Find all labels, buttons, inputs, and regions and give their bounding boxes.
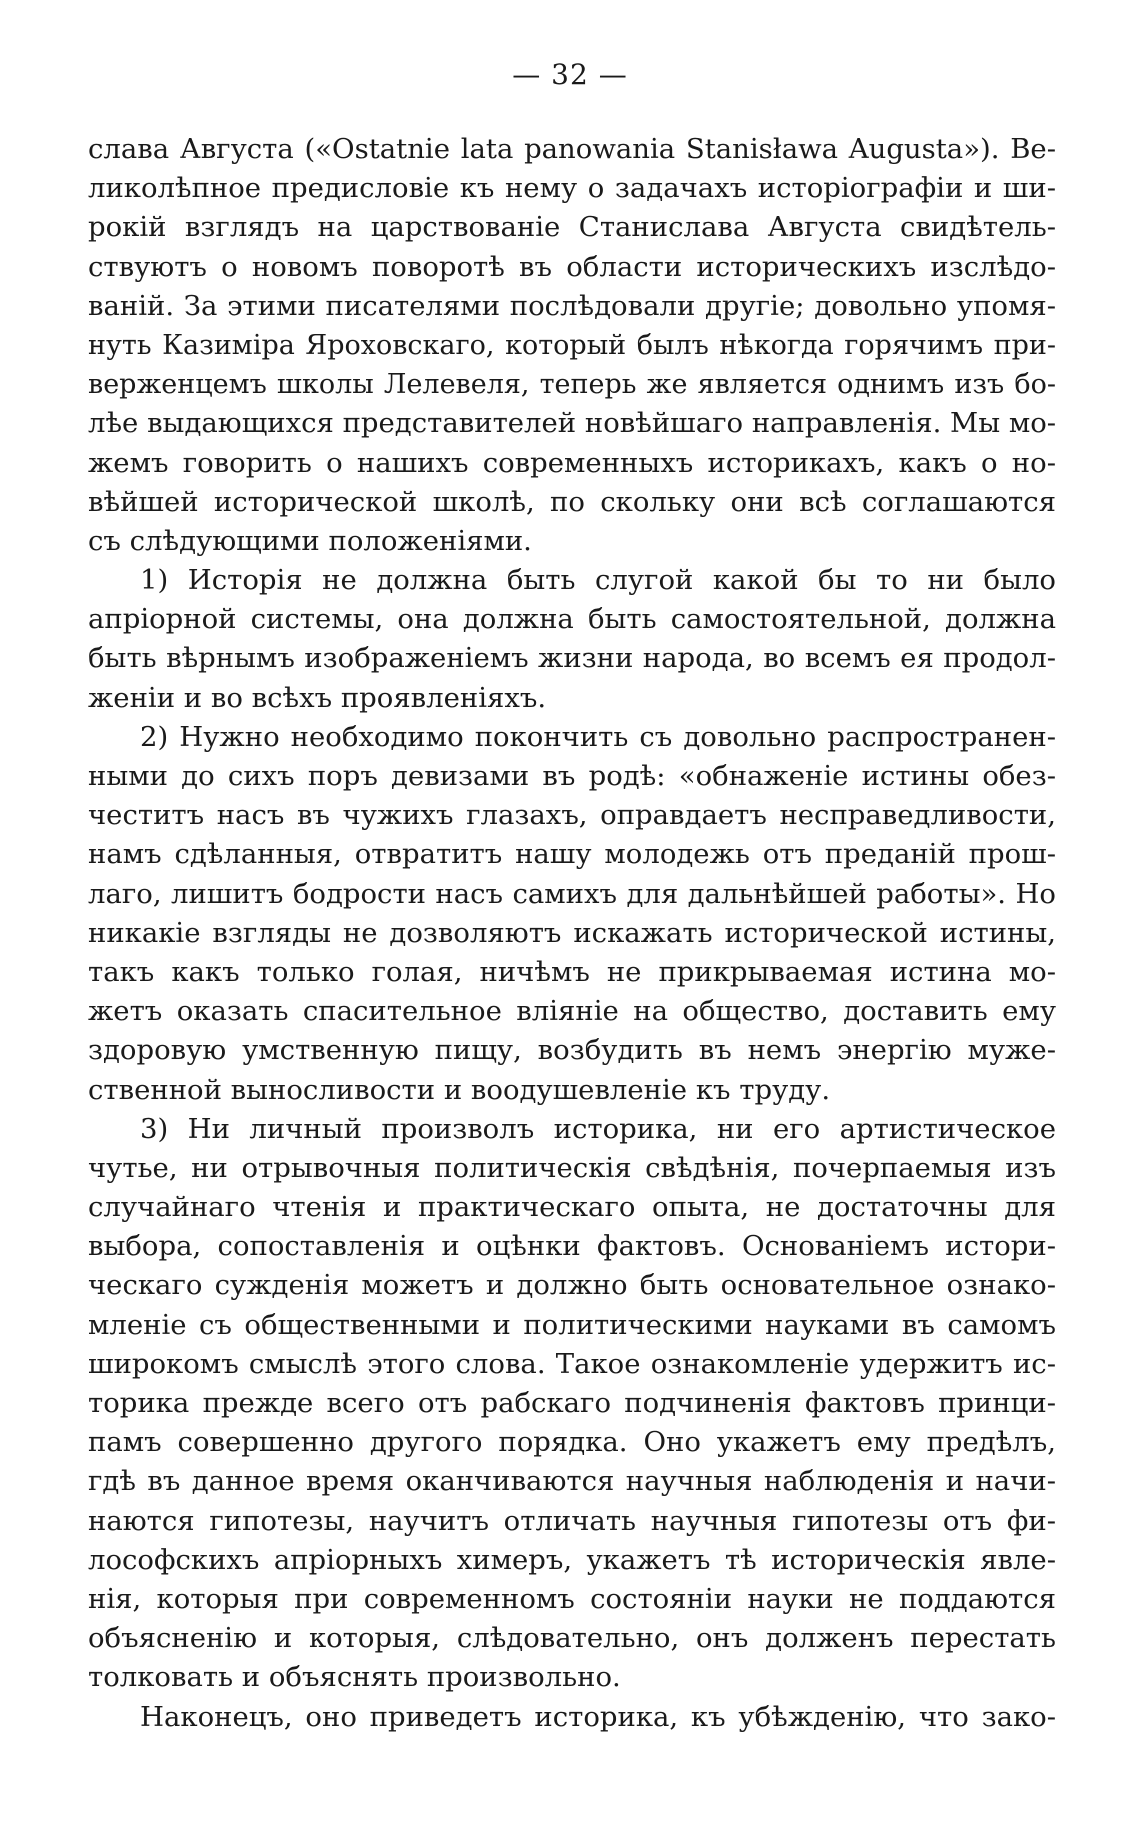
text-line: ческаго сужденія можетъ и должно быть основательное ознако-: [88, 1269, 1056, 1302]
text-line: слава Августа («Ostatnie lata panowania Stanisława Augusta»). Ве-: [88, 133, 1056, 165]
text-line: чутье, ни отрывочныя политическія свѣдѣнія, почерпаемыя изъ: [88, 1151, 1056, 1184]
page-number: — 32 —: [512, 58, 628, 91]
text-line: нуть Казиміра Яроховскаго, который былъ нѣкогда горячимъ при-: [88, 329, 1056, 361]
text-line: честитъ насъ въ чужихъ глазахъ, оправдаетъ несправедливости,: [88, 799, 1056, 832]
text-line: выбора, сопоставленія и оцѣнки фактовъ. Основаніемъ истори-: [88, 1230, 1056, 1263]
text-line: женіи и во всѣхъ проявленіяхъ.: [88, 681, 547, 714]
text-line: торика прежде всего отъ рабскаго подчиненія фактовъ принци-: [88, 1387, 1056, 1419]
text-line: широкомъ смыслѣ этого слова. Такое ознакомленіе удержитъ ис-: [88, 1347, 1056, 1380]
text-line: мленіе съ общественными и политическими науками въ самомъ: [88, 1308, 1056, 1341]
text-line: такъ какъ только голая, ничѣмъ не прикрываемая истина мо-: [88, 955, 1056, 988]
text-line: апріорной системы, она должна быть самостоятельной, должна: [88, 603, 1056, 636]
text-line: здоровую умственную пищу, возбудить въ немъ энергію муже-: [88, 1034, 1056, 1067]
text-line: лѣе выдающихся представителей новѣйшаго направленія. Мы мо-: [88, 407, 1056, 440]
text-line: верженцемъ школы Лелевеля, теперь же является однимъ изъ бо-: [88, 369, 1056, 401]
text-line: объясненію и которыя, слѣдовательно, онъ долженъ перестать: [88, 1622, 1056, 1655]
text-line: 2) Нужно необходимо покончить съ довольно распространен-: [140, 720, 1056, 753]
text-line: рокій взглядъ на царствованіе Станислава Августа свидѣтель-: [88, 211, 1056, 244]
text-line: жетъ оказать спасительное вліяніе на общество, доставить ему: [88, 995, 1056, 1028]
text-line: толковать и объяснять произвольно.: [88, 1661, 621, 1694]
text-line: вѣйшей исторической школѣ, по скольку они всѣ соглашаются: [88, 485, 1056, 518]
text-line: намъ сдѣланныя, отвратитъ нашу молодежь отъ преданій прош-: [88, 838, 1056, 871]
text-line: съ слѣдующими положеніями.: [88, 524, 532, 557]
text-line: жемъ говорить о нашихъ современныхъ историкахъ, какъ о но-: [88, 446, 1056, 479]
text-line: ствуютъ о новомъ поворотѣ въ области историческихъ изслѣдо-: [88, 250, 1056, 283]
text-line: ными до сихъ поръ девизами въ родѣ: «обнаженіе истины обез-: [88, 760, 1056, 792]
text-line: наются гипотезы, научитъ отличать научныя гипотезы отъ фи-: [88, 1504, 1056, 1537]
text-line: лософскихъ апріорныхъ химеръ, укажетъ тѣ историческія явле-: [88, 1543, 1056, 1576]
text-line: 1) Исторія не должна быть слугой какой бы то ни было: [140, 564, 1056, 597]
text-line: быть вѣрнымъ изображеніемъ жизни народа, во всемъ ея продол-: [88, 642, 1056, 675]
body-text: [88, 130, 1056, 1737]
text-line: гдѣ въ данное время оканчиваются научныя наблюденія и начи-: [88, 1465, 1056, 1498]
text-line: Наконецъ, оно приведетъ историка, къ убѣжденію, что зако-: [140, 1700, 1056, 1733]
text-line: ственной выносливости и воодушевленіе къ труду.: [88, 1073, 831, 1106]
text-line: ликолѣпное предисловіе къ нему о задачахъ исторіографіи и ши-: [88, 172, 1056, 205]
text-line: памъ совершенно другого порядка. Оно укажетъ ему предѣлъ,: [88, 1426, 1056, 1459]
text-line: никакіе взгляды не дозволяютъ искажать исторической истины,: [88, 916, 1056, 949]
text-line: случайнаго чтенія и практическаго опыта, не достаточны для: [88, 1191, 1056, 1224]
text-line: 3) Ни личный произволъ историка, ни его артистическое: [140, 1112, 1056, 1145]
text-line: нія, которыя при современномъ состояніи науки не поддаются: [88, 1582, 1056, 1615]
text-line: лаго, лишитъ бодрости насъ самихъ для дальнѣйшей работы». Но: [88, 877, 1056, 910]
text-line: ваній. За этими писателями послѣдовали другіе; довольно упомя-: [88, 289, 1056, 322]
